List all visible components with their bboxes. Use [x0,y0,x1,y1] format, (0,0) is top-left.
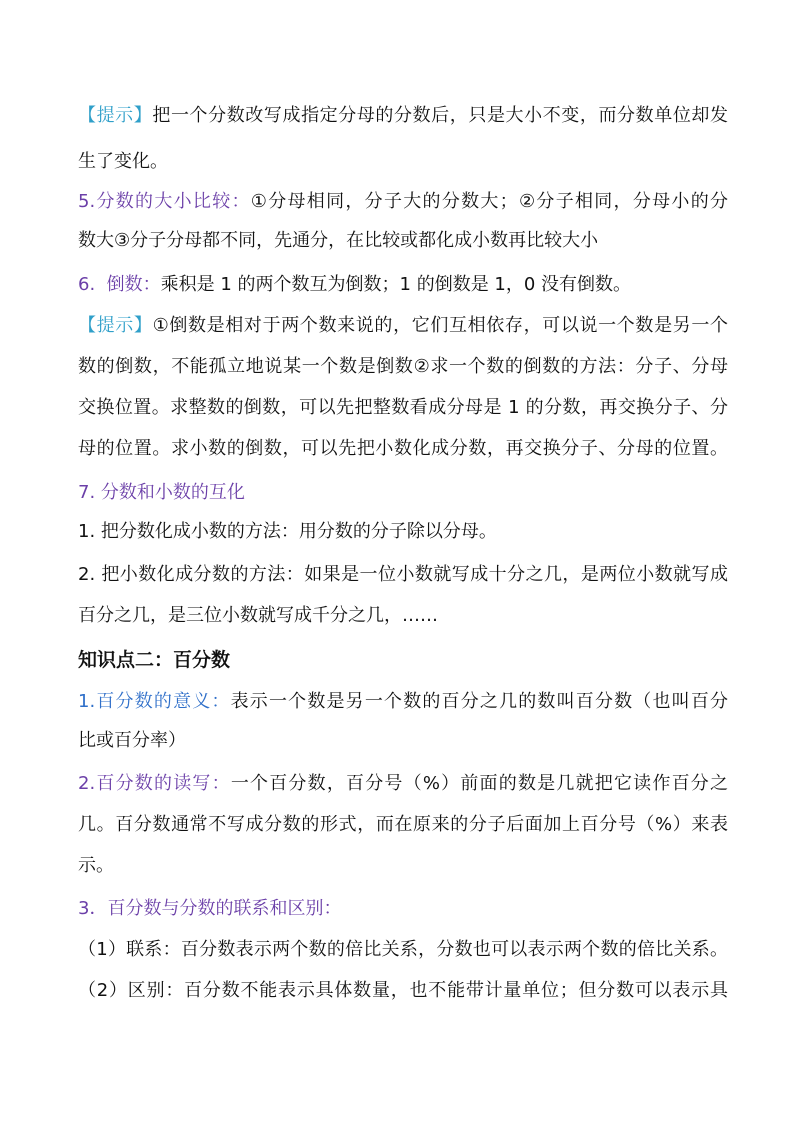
pct1-title: 百分数的意义： [95,691,231,712]
item6-text: 乘积是 1 的两个数互为倒数；1 的倒数是 1，0 没有倒数。 [160,274,632,295]
item6-line1 [78,273,728,297]
pct2-text: 一个百分数，百分号（%）前面的数是几就把它读作百分之 [230,773,728,794]
pct3-sub1: （1）联系：百分数表示两个数的倍比关系，分数也可以表示两个数的倍比关系。 [78,939,728,960]
section-heading: 知识点二：百分数 [78,649,231,671]
item5-line1 [78,190,728,214]
tip2-line2: 数的倒数，不能孤立地说某一个数是倒数②求一个数的倒数的方法：分子、分母 [78,356,728,377]
pct2-line3: 示。 [78,855,114,876]
pct1-line1 [78,690,728,714]
pct2-title: 百分数的读写： [95,773,231,794]
item7-sub2-line2: 百分之几，是三位小数就写成千分之几，…… [78,605,438,626]
pct1-line2: 比或百分率） [78,730,186,751]
tip2-line3: 交换位置。求整数的倒数，可以先把整数看成分母是 1 的分数，再交换分子、分 [78,397,728,418]
item5-text: ①分母相同，分子大的分数大；②分子相同，分母小的分 [250,191,728,212]
pct3-title: 3．百分数与分数的联系和区别： [78,898,342,919]
pct1-number: 1. [78,691,96,712]
tip-label: 【提示】 [78,315,153,336]
pct2-line1 [78,772,728,796]
pct2-number: 2. [78,773,96,794]
tip1-line2: 生了变化。 [78,151,168,172]
item5-title: 分数的大小比较： [95,191,251,212]
item6-title: 倒数： [106,274,161,295]
item5-line2: 数大③分子分母都不同，先通分，在比较或都化成小数再比较大小 [78,230,599,251]
tip2-text: ①倒数是相对于两个数来说的，它们互相依存，可以说一个数是另一个 [152,315,728,336]
tip2-line4: 母的位置。求小数的倒数，可以先把小数化成分数，再交换分子、分母的位置。 [78,438,728,459]
item7-sub2-line1: 2. 把小数化成分数的方法：如果是一位小数就写成十分之几，是两位小数就写成 [78,564,728,585]
tip-label: 【提示】 [78,105,153,126]
tip2-line1 [78,314,728,338]
item7-title: 7. 分数和小数的互化 [78,482,245,503]
item6-number: 6. [78,274,96,295]
tip1-line1 [78,104,728,128]
tip1-text: 把一个分数改写成指定分母的分数后，只是大小不变，而分数单位却发 [152,105,728,126]
pct3-sub2: （2）区别：百分数不能表示具体数量，也不能带计量单位；但分数可以表示具 [78,980,728,1001]
item7-sub1: 1. 把分数化成小数的方法：用分数的分子除以分母。 [78,521,497,542]
pct2-line2: 几。百分数通常不写成分数的形式，而在原来的分子后面加上百分号（%）来表 [78,814,728,835]
item5-number: 5. [78,191,96,212]
pct1-text: 表示一个数是另一个数的百分之几的数叫百分数（也叫百分 [230,691,728,712]
